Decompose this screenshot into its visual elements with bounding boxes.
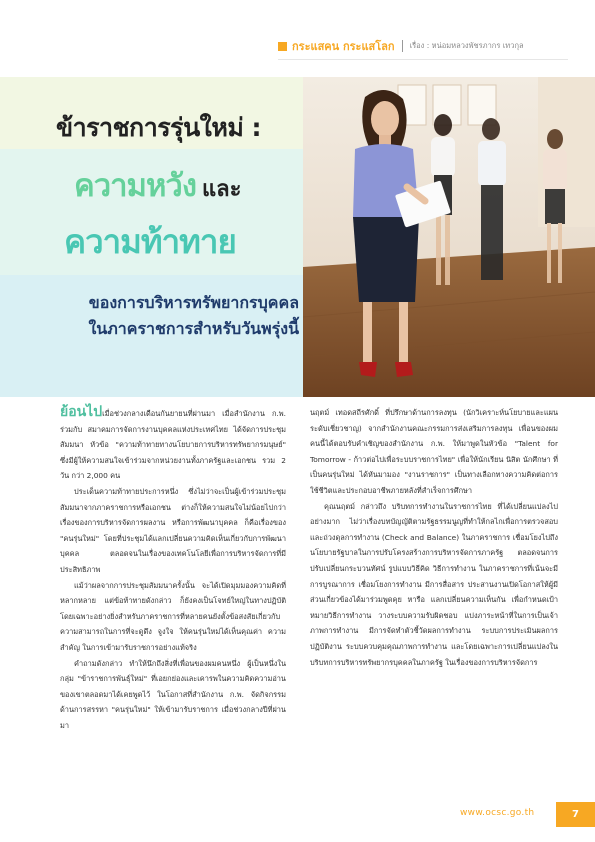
orange-square-icon: [278, 42, 287, 51]
article-column-right: [310, 405, 558, 670]
author-credit: เรื่อง : หน่อมหลวงพัชรภากร เทวกุล: [409, 41, 524, 50]
hero-photo: [303, 77, 595, 397]
title-word-and: และ: [201, 177, 242, 202]
lead-word: ย้อนไป: [60, 404, 103, 420]
paragraph: นฤตม์ เทอดสถีรศักดิ์ ที่ปรึกษาด้านการลงทุน (นักวิเคราะห์นโยบายและแผน ระดับเชี่ยวชาญ) จากสำนักงานคณะกรรมการส่งเสริมการลงทุน เพื่อนของผมคนนี้ได้ตอบรับคำเชิญของสำนักงาน ก.พ. ให้มาพูดในหัวข้อ "Talent for Tomorrow - ก้าวต่อไปเพื่อระบบราชการไทย" เพื่อให้นักเรียน นิสิต นักศึกษา ที่เป็นคนรุ่นใหม่ ได้หันมามอง "งานราชการ" เป็นทางเลือกทางความคิดต่อการใช้ชีวิตและประกอบอาชีพภายหลังที่สำเร็จการศึกษา: [310, 408, 558, 495]
page-header: [278, 34, 578, 58]
header-rule: [278, 59, 568, 60]
office-scene-image: [303, 77, 595, 397]
paragraph: ประเด็นความท้าทายประการหนึ่ง ซึ่งไม่ว่าจะเป็นผู้เข้าร่วมประชุมสัมมนาจากภาคราชการหรือเอกชน ต่างก็ให้ความสนใจไม่น้อยไปกว่าเรื่องของการบริหารจัดการผลงาน หรือการพัฒนาบุคคล ก็คือเรื่องของ "คนรุ่นใหม่" โดยที่ประชุมได้แลกเปลี่ยนความคิดเห็นเกี่ยวกับการพัฒนาบุคคล ตลอดจนในเรื่องของเทคโนโลยีเพื่อการบริหารจัดการที่มีประสิทธิภาพ: [60, 486, 286, 574]
section-name: กระแสคน กระแสโลก: [292, 40, 395, 53]
title-line-2: [74, 160, 241, 210]
paragraph: คำถามดังกล่าว ทำให้นึกถึงสิ่งที่เพื่อนของผมคนหนึ่ง ผู้เป็นหนึ่งในกลุ่ม "ข้าราชการพันธุ์ใหม่" ที่เอยกย่องและเคารพในความคิดความอ่านของเขาตลอดมาได้เคยพูดไว้ ในโอกาสที่สำนักงาน ก.พ. จัดกิจกรรมด้านการสรรหา "คนรุ่นใหม่" ให้เข้ามารับราชการ เมื่อช่วงกลางปีที่ผ่านมา: [60, 658, 286, 730]
article-column-left: [60, 405, 286, 733]
paragraph: แม้ว่าผลจากการประชุมสัมมนาครั้งนั้น จะได้เปิดมุมมองความคิดที่หลากหลาย แต่ข้อท้าทายดังกล่าว ก็ยังคงเป็นโจทย์ใหญ่ในทางปฏิบัติ โดยเฉพาะอย่างยิ่งสำหรับภาคราชการที่หลายคนยังตั้งข้อสงสัยเกี่ยวกับความสามารถในการที่จะดูดึง จูงใจ ให้คนรุ่นใหม่ได้เห็นคุณค่า ความสำคัญ ในการเข้ามารับราชการอย่างแท้จริง: [60, 580, 286, 652]
header-divider: [402, 40, 403, 52]
page-number-badge: 7: [556, 802, 595, 827]
website-link[interactable]: www.ocsc.go.th: [460, 808, 535, 818]
paragraph: [60, 405, 286, 484]
paragraph-text: เมื่อช่วงกลางเดือนกันยายนที่ผ่านมา เมื่อสำนักงาน ก.พ. ร่วมกับ สมาคมการจัดการงานบุคคลแห่งประเทศไทย ได้จัดการประชุมสัมมนา หัวข้อ "ความท้าทายทางนโยบายการบริหารทรัพยากรมนุษย์" ซึ่งมีผู้ให้ความสนใจเข้าร่วมจากหน่วยงานทั้งภาครัฐและเอกชน รวม 2 วัน กว่า 2,000 คน: [60, 409, 286, 481]
title-word-hope: ความหวัง: [74, 168, 196, 204]
article-subtitle: [34, 290, 299, 342]
paragraph: คุณนฤตม์ กล่าวถึง บริบทการทำงานในราชการไทย ที่ได้เปลี่ยนแปลงไปอย่างมาก ไม่ว่าเรื่องบทบัญญัติตามรัฐธรรมนูญที่ทำให้กลไกเพื่อการตรวจสอบและถ่วงดุลการทำงาน (Check and Balance) ในภาคราชการ เชื่อมโยงไปถึงนโยบายรัฐบาลในการปรับโครงสร้างการบริหารจัดการภาครัฐ ตลอดจนการปรับเปลี่ยนกระบวนทัศน์ รูปแบบวิธีคิด วิธีการทำงาน ในภาคราชการที่เน้นจะมีการบูรณาการ เชื่อมโยงการทำงาน มีการสื่อสาร ประสานงานเปิดโอกาสให้ผู้มีส่วนเกี่ยวข้องได้มาร่วมพูดคุย หารือ แลกเปลี่ยนความเห็นกัน เพื่อกำหนดเป้าหมายวิธีการทำงาน วางระบบความรับผิดชอบ แบ่งภาระหน้าที่ในการเป็นเจ้าภาพการทำงาน มีการจัดทำตัวชี้วัดผลการทำงาน ระบบการประเมินผลการปฏิบัติงาน ระบบควบคุมคุณภาพการทำงาน และโดยเฉพาะการเปลี่ยนแปลงในบริบทการบริหารทรัพยากรบุคคลในภาครัฐ ในเรื่องของการบริหารจัดการ: [310, 501, 558, 667]
subtitle-line-1: ของการบริหารทรัพยากรบุคคล: [88, 293, 299, 312]
title-line-3: ความท้าทาย: [64, 222, 236, 261]
title-line-1: ข้าราชการรุ่นใหม่ :: [56, 113, 262, 142]
subtitle-line-2: ในภาคราชการสำหรับวันพรุ่งนี้: [88, 319, 299, 338]
